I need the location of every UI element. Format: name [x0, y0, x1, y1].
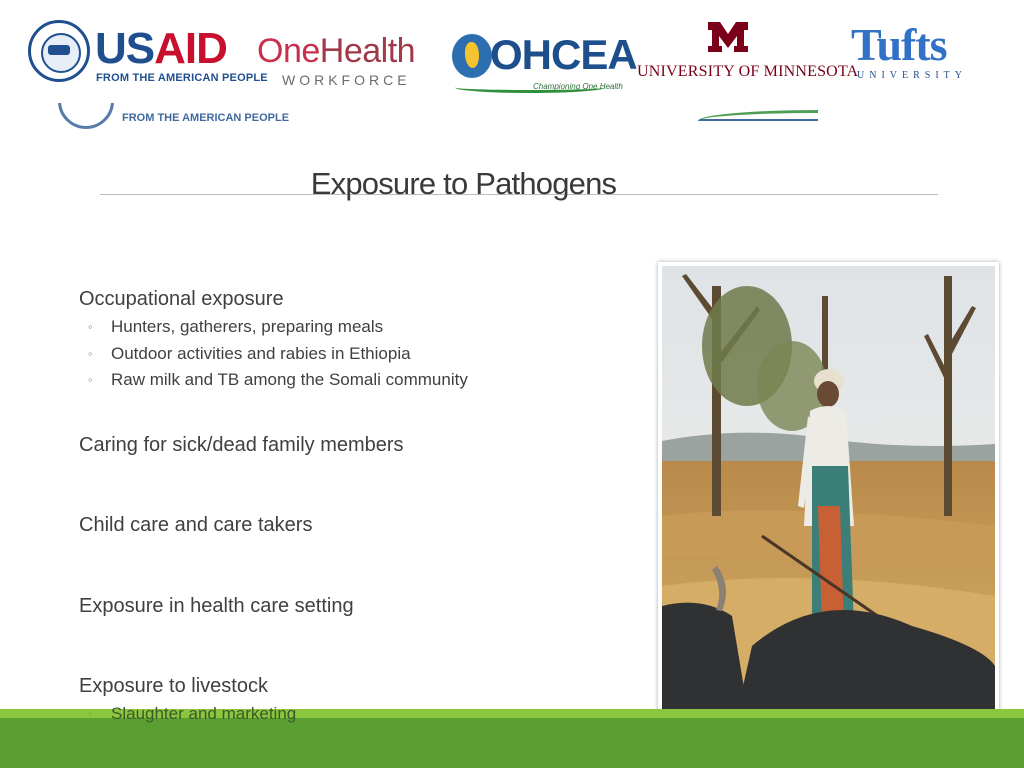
ohcea-logo: OHCEA [490, 31, 637, 78]
usaid-seal-ghost-icon [58, 103, 116, 133]
usaid-tagline: FROM THE AMERICAN PEOPLE [96, 72, 268, 84]
africa-globe-icon [452, 34, 492, 78]
photo-illustration [662, 266, 995, 736]
list-item: ◦ Hunters, gatherers, preparing meals [88, 314, 639, 341]
logo-strip [0, 0, 1024, 140]
university-of-minnesota-logo: UNIVERSITY OF MINNESOTA [637, 63, 859, 80]
section-heading: Exposure to livestock [79, 675, 268, 697]
list-item: ◦ Slaughter and marketing [88, 701, 296, 728]
section-heading: Occupational exposure [79, 288, 284, 310]
one-health-logo: OneHealth [257, 32, 416, 70]
usaid-seal-icon [28, 20, 90, 82]
section-heading: Exposure in health care setting [79, 595, 354, 617]
ohcea-tagline: Championing One Health [533, 82, 623, 91]
livestock-sub-list [79, 701, 296, 728]
usaid-logo: USAID [95, 24, 227, 73]
list-item: ◦ Outdoor activities and rabies in Ethiopia [88, 341, 639, 368]
section-heading: Caring for sick/dead family members [79, 434, 404, 456]
woman-with-cattle-photo [658, 262, 999, 740]
swoosh-ghost-icon [698, 110, 818, 121]
umn-block-m-icon [706, 20, 750, 54]
sub-list [79, 314, 639, 394]
tufts-university-label: UNIVERSITY [857, 70, 967, 81]
section-occupational [79, 286, 639, 394]
tufts-logo: Tufts [851, 19, 947, 70]
list-item: ◦ Raw milk and TB among the Somali community [88, 367, 639, 394]
page-title: Exposure to Pathogens [310, 166, 617, 201]
one-health-workforce-label: WORKFORCE [282, 72, 411, 88]
usaid-tagline-ghost: FROM THE AMERICAN PEOPLE [122, 112, 290, 124]
section-heading: Child care and care takers [79, 514, 313, 536]
